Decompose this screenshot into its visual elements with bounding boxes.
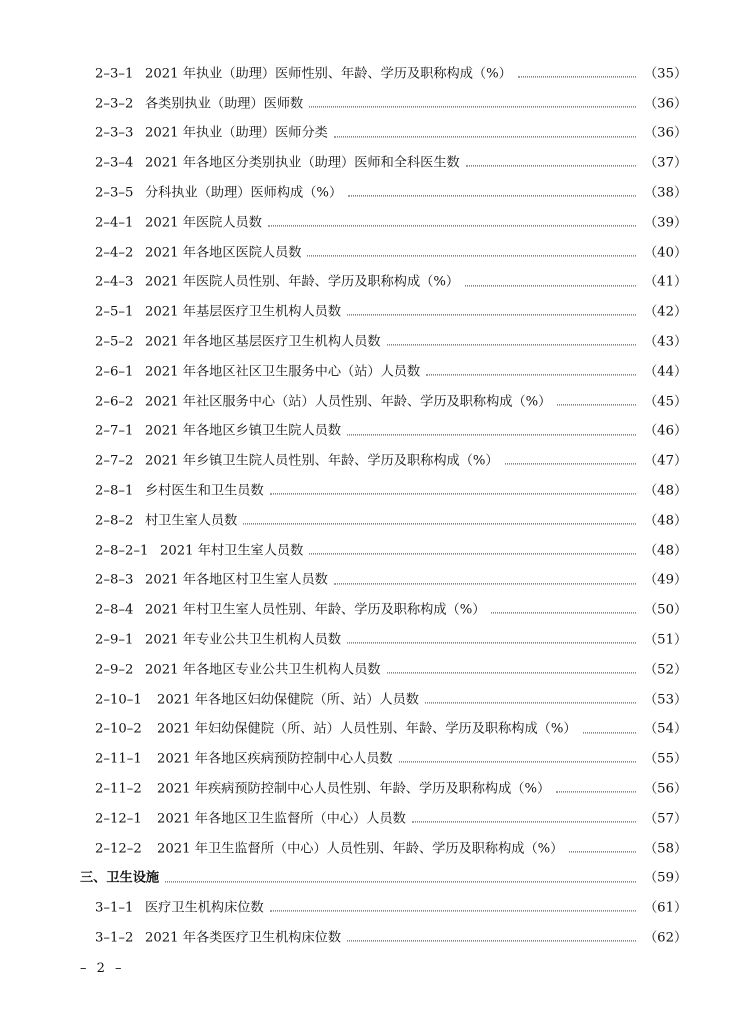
toc-entry-title: 2021 年村卫生室人员性别、年龄、学历及职称构成（%）: [145, 602, 486, 618]
toc-entry-code: 2–4–3: [95, 274, 134, 290]
toc-entry-code: 3–1–2: [95, 930, 134, 946]
toc-entry-title: 2021 年各类医疗卫生机构床位数: [145, 930, 342, 946]
toc-entry[interactable]: [0, 685, 755, 715]
toc-entry-page: （39）: [644, 215, 688, 231]
dot-leader: [426, 374, 636, 375]
toc-entry-code: 2–3–4: [95, 155, 134, 171]
toc-entry[interactable]: [0, 715, 755, 745]
toc-entry[interactable]: [0, 357, 755, 387]
dot-leader: [387, 345, 636, 346]
toc-entry-code: 2–3–5: [95, 185, 134, 201]
dot-leader: [347, 940, 636, 941]
dot-leader: [425, 702, 636, 703]
toc-entry[interactable]: [0, 238, 755, 268]
toc-entry-page: （61）: [644, 900, 688, 916]
dot-leader: [165, 881, 636, 882]
toc-entry-code: 2–3–1: [95, 66, 134, 82]
toc-entry-code: 3–1–1: [95, 900, 134, 916]
toc-entry-code: 2–12–1: [95, 811, 142, 827]
toc-entry-code: 2–6–2: [95, 394, 134, 410]
toc-entry-code: 2–7–1: [95, 423, 134, 439]
dot-leader: [465, 285, 636, 286]
dot-leader: [557, 404, 636, 405]
toc-entry-title: 2021 年卫生监督所（中心）人员性别、年龄、学历及职称构成（%）: [157, 841, 564, 857]
toc-entry-page: （43）: [644, 334, 688, 350]
toc-entry-page: （49）: [644, 572, 688, 588]
toc-entry-title: 医疗卫生机构床位数: [145, 900, 264, 916]
toc-entry[interactable]: [0, 89, 755, 119]
toc-entry-code: 2–7–2: [95, 453, 134, 469]
toc-entry[interactable]: [0, 59, 755, 89]
toc-entry[interactable]: [0, 506, 755, 536]
dot-leader: [505, 464, 636, 465]
dot-leader: [412, 821, 636, 822]
toc-entry-page: （57）: [644, 811, 688, 827]
toc-chapter-heading[interactable]: [0, 864, 755, 894]
toc-entry-code: 2–4–1: [95, 215, 134, 231]
dot-leader: [347, 434, 636, 435]
toc-entry-page: （54）: [644, 721, 688, 737]
toc-entry[interactable]: [0, 119, 755, 149]
toc-entry[interactable]: [0, 655, 755, 685]
toc-entry-title: 2021 年基层医疗卫生机构人员数: [145, 304, 342, 320]
toc-entry-title: 2021 年各地区妇幼保健院（所、站）人员数: [157, 692, 419, 708]
toc-entry-code: 2–8–2–1: [95, 543, 149, 559]
toc-entry-code: 2–11–1: [95, 751, 142, 767]
toc-entry[interactable]: [0, 476, 755, 506]
dot-leader: [569, 851, 636, 852]
toc-entry-title: 2021 年各地区村卫生室人员数: [145, 572, 328, 588]
toc-entry[interactable]: [0, 446, 755, 476]
toc-entry-title: 2021 年各地区分类别执业（助理）医师和全科医生数: [145, 155, 460, 171]
toc-entry-title: 2021 年乡镇卫生院人员性别、年龄、学历及职称构成（%）: [145, 453, 499, 469]
dot-leader: [309, 553, 636, 554]
toc-entry-title: 2021 年执业（助理）医师分类: [145, 125, 328, 141]
dot-leader: [347, 315, 636, 316]
dot-leader: [348, 196, 636, 197]
toc-entry[interactable]: [0, 625, 755, 655]
toc-entry[interactable]: [0, 387, 755, 417]
toc-entry-page: （35）: [644, 66, 688, 82]
toc-entry-page: （41）: [644, 274, 688, 290]
toc-entry-code: 2–9–1: [95, 632, 134, 648]
toc-entry-title: 2021 年执业（助理）医师性别、年龄、学历及职称构成（%）: [145, 66, 512, 82]
toc-entry-code: 2–8–2: [95, 513, 134, 529]
dot-leader: [307, 255, 636, 256]
dot-leader: [334, 136, 636, 137]
toc-entry-page: （59）: [644, 870, 688, 886]
toc-entry[interactable]: [0, 327, 755, 357]
toc-entry-code: 2–5–1: [95, 304, 134, 320]
toc-entry-title: 分科执业（助理）医师构成（%）: [145, 185, 343, 201]
dot-leader: [518, 76, 636, 77]
toc-entry-title: 2021 年专业公共卫生机构人员数: [145, 632, 342, 648]
toc-entry-page: （56）: [644, 781, 688, 797]
toc-entry[interactable]: [0, 297, 755, 327]
toc-entry-title: 2021 年各地区社区卫生服务中心（站）人员数: [145, 364, 421, 380]
dot-leader: [583, 732, 636, 733]
toc-entry-code: 2–10–2: [95, 721, 142, 737]
dot-leader: [270, 911, 636, 912]
dot-leader: [347, 643, 636, 644]
toc-entry-page: （62）: [644, 930, 688, 946]
toc-entry-page: （40）: [644, 245, 688, 261]
dot-leader: [387, 672, 636, 673]
toc-entry-title: 2021 年各地区疾病预防控制中心人员数: [157, 751, 393, 767]
toc-entry[interactable]: [0, 536, 755, 566]
toc-entry[interactable]: [0, 595, 755, 625]
toc-entry[interactable]: [0, 804, 755, 834]
toc-entry-page: （47）: [644, 453, 688, 469]
toc-entry-title: 2021 年各地区医院人员数: [145, 245, 302, 261]
toc-entry-code: 2–8–4: [95, 602, 134, 618]
toc-entry-code: 2–10–1: [95, 692, 142, 708]
toc-entry-code: 2–12–2: [95, 841, 142, 857]
toc-entry-page: （38）: [644, 185, 688, 201]
toc-entry-code: 2–8–3: [95, 572, 134, 588]
toc-entry-page: （48）: [644, 543, 688, 559]
toc-entry[interactable]: [0, 417, 755, 447]
dot-leader: [268, 225, 636, 226]
dot-leader: [243, 523, 636, 524]
toc-entry-title: 2021 年各地区卫生监督所（中心）人员数: [157, 811, 406, 827]
toc-entry-page: （52）: [644, 662, 688, 678]
toc-entry-code: 2–9–2: [95, 662, 134, 678]
toc-entry[interactable]: [0, 744, 755, 774]
toc-entry[interactable]: [0, 268, 755, 298]
toc-entry-page: （53）: [644, 692, 688, 708]
toc-entry-title: 2021 年疾病预防控制中心人员性别、年龄、学历及职称构成（%）: [157, 781, 551, 797]
toc-entry[interactable]: [0, 893, 755, 923]
toc-entry-code: 2–3–3: [95, 125, 134, 141]
toc-entry-page: （42）: [644, 304, 688, 320]
toc-entry-page: （58）: [644, 841, 688, 857]
toc-entry-page: （45）: [644, 394, 688, 410]
toc-entry-page: （44）: [644, 364, 688, 380]
dot-leader: [309, 106, 636, 107]
toc-entry-page: （46）: [644, 423, 688, 439]
dot-leader: [466, 166, 636, 167]
toc-entry-title: 2021 年各地区基层医疗卫生机构人员数: [145, 334, 381, 350]
toc-entry-title: 2021 年各地区专业公共卫生机构人员数: [145, 662, 381, 678]
toc-entry-title: 各类别执业（助理）医师数: [145, 96, 304, 112]
dot-leader: [334, 583, 636, 584]
table-of-contents: [0, 59, 755, 953]
toc-entry-page: （55）: [644, 751, 688, 767]
toc-entry[interactable]: [0, 178, 755, 208]
toc-entry[interactable]: [0, 566, 755, 596]
toc-entry-title: 2021 年社区服务中心（站）人员性别、年龄、学历及职称构成（%）: [145, 394, 552, 410]
toc-entry-code: 2–8–1: [95, 483, 134, 499]
toc-entry-title: 三、卫生设施: [80, 870, 160, 886]
toc-entry-code: 2–6–1: [95, 364, 134, 380]
toc-entry-page: （37）: [644, 155, 688, 171]
toc-entry-page: （36）: [644, 96, 688, 112]
toc-entry[interactable]: [0, 148, 755, 178]
toc-entry-title: 村卫生室人员数: [145, 513, 238, 529]
toc-entry[interactable]: [0, 834, 755, 864]
dot-leader: [556, 792, 636, 793]
toc-entry-title: 2021 年医院人员性别、年龄、学历及职称构成（%）: [145, 274, 460, 290]
page-number: – 2 –: [80, 961, 125, 976]
toc-entry[interactable]: [0, 208, 755, 238]
toc-entry-code: 2–5–2: [95, 334, 134, 350]
toc-entry-title: 2021 年各地区乡镇卫生院人员数: [145, 423, 342, 439]
dot-leader: [491, 613, 636, 614]
toc-entry-title: 乡村医生和卫生员数: [145, 483, 264, 499]
toc-entry-title: 2021 年医院人员数: [145, 215, 262, 231]
toc-entry-code: 2–3–2: [95, 96, 134, 112]
toc-entry-page: （48）: [644, 483, 688, 499]
toc-entry-page: （51）: [644, 632, 688, 648]
dot-leader: [270, 494, 636, 495]
toc-entry[interactable]: [0, 923, 755, 953]
toc-entry-page: （36）: [644, 125, 688, 141]
toc-entry-page: （50）: [644, 602, 688, 618]
toc-entry-title: 2021 年村卫生室人员数: [160, 543, 304, 559]
toc-entry-code: 2–11–2: [95, 781, 142, 797]
toc-entry-code: 2–4–2: [95, 245, 134, 261]
toc-entry[interactable]: [0, 774, 755, 804]
toc-entry-title: 2021 年妇幼保健院（所、站）人员性别、年龄、学历及职称构成（%）: [157, 721, 577, 737]
toc-entry-page: （48）: [644, 513, 688, 529]
dot-leader: [399, 762, 636, 763]
